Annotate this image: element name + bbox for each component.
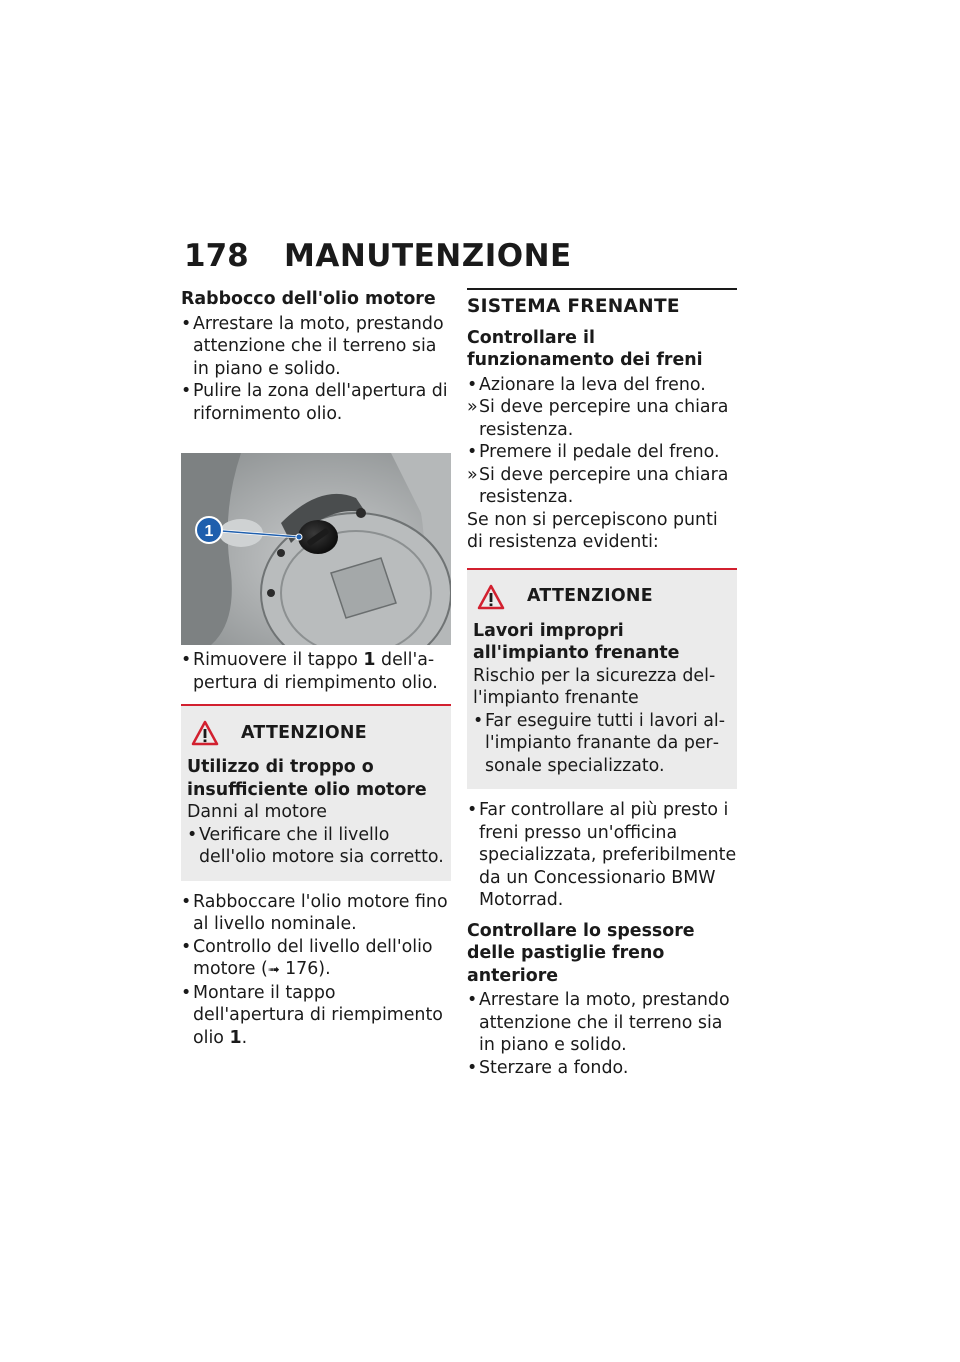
bullet-icon: • <box>181 313 192 334</box>
warning-action: • Verificare che il livello dell'olio motore sia corretto. <box>187 824 444 867</box>
list-item: • Premere il pedale del freno. <box>467 442 720 462</box>
list-item: • Rimuovere il tappo 1 dell'apertura di riempimento olio. <box>181 650 438 693</box>
section-title-oil-topup: Rabbocco dell'olio motore <box>181 289 436 309</box>
list-item-text: Pulire la zona dell'apertura di rifornimento olio. <box>193 381 448 424</box>
chapter-title: MANUTENZIONE <box>284 238 572 274</box>
section-heading-brakes: SISTEMA FRENANTE <box>467 288 737 319</box>
result-arrow-icon: » <box>467 464 478 485</box>
list-item-text: Arrestare la moto, prestando attenzione che il terreno sia in piano e solido. <box>193 313 444 379</box>
page-number: 178 <box>184 238 249 274</box>
right-column <box>467 288 737 1079</box>
subsection-title-brake-pads: Controllare lo spessore delle pastiglie freno anteriore <box>467 920 695 986</box>
warning-action: • Far eseguire tutti i lavori all'impianto franante da personale specializzato. <box>473 710 725 776</box>
bullet-icon: • <box>467 442 478 462</box>
warning-consequence: Danni al motore <box>187 802 327 822</box>
bullet-icon: • <box>181 381 192 401</box>
list-item: • Controllo del livello dell'olio motore (➟ 176). <box>181 936 451 982</box>
warning-box-brakes <box>467 568 737 790</box>
list-item: • Far controllare al più presto i freni presso un'officina specializzata, preferibilmente da un Concessionario BMW Motorrad. <box>467 800 737 910</box>
warning-subject: Lavori impropri all'impianto frenante <box>473 620 680 663</box>
bullet-icon: • <box>467 990 478 1010</box>
bullet-icon: • <box>181 982 192 1003</box>
small-bullet-icon: • <box>473 710 484 731</box>
figure-callout-1: 1 <box>204 523 214 540</box>
list-item: • Sterzare a fondo. <box>467 1057 629 1078</box>
bullet-icon: • <box>467 374 478 395</box>
list-item <box>181 380 451 425</box>
note-text: Se non si percepiscono punti di resistenza evidenti: <box>467 509 718 552</box>
warning-triangle-icon <box>477 584 505 610</box>
page-reference-arrow-icon: ➟ <box>267 962 280 978</box>
bullet-icon: • <box>181 891 192 912</box>
figure-reference: 1 <box>363 650 376 670</box>
result-arrow-icon: » <box>467 397 478 417</box>
bullet-icon: • <box>181 650 192 670</box>
figure-reference: 1 <box>229 1027 242 1048</box>
list-item: • Montare il tappo dell'apertura di riempimento olio 1. <box>181 982 443 1048</box>
warning-title: ATTENZIONE <box>241 722 367 743</box>
warning-box-oil <box>181 704 451 881</box>
oil-filler-cap-photo <box>181 453 451 645</box>
list-item: • Azionare la leva del freno. <box>467 374 706 395</box>
list-item: • Rabboccare l'olio motore fino al livello nominale. <box>181 891 448 934</box>
warning-title: ATTENZIONE <box>527 586 653 607</box>
page-reference: 176 <box>285 959 319 979</box>
list-item: • Arrestare la moto, prestando attenzione che il terreno sia in piano e solido. <box>467 990 730 1055</box>
bullet-icon: • <box>467 800 478 820</box>
list-item <box>181 313 451 381</box>
bullet-icon: • <box>181 936 192 957</box>
warning-triangle-icon <box>191 720 219 746</box>
subsection-title-brake-function: Controllare il funzionamento dei freni <box>467 327 703 370</box>
warning-subject: Utilizzo di troppo o insufficiente olio motore <box>187 757 427 800</box>
left-column <box>181 288 451 1049</box>
warning-consequence: Rischio per la sicurezza dell'impianto frenante <box>473 665 716 708</box>
bullet-icon: • <box>467 1057 478 1078</box>
result-item: » Si deve percepire una chiara resistenza. <box>467 397 729 440</box>
small-bullet-icon: • <box>187 824 198 845</box>
result-item: » Si deve percepire una chiara resistenza. <box>467 464 729 507</box>
